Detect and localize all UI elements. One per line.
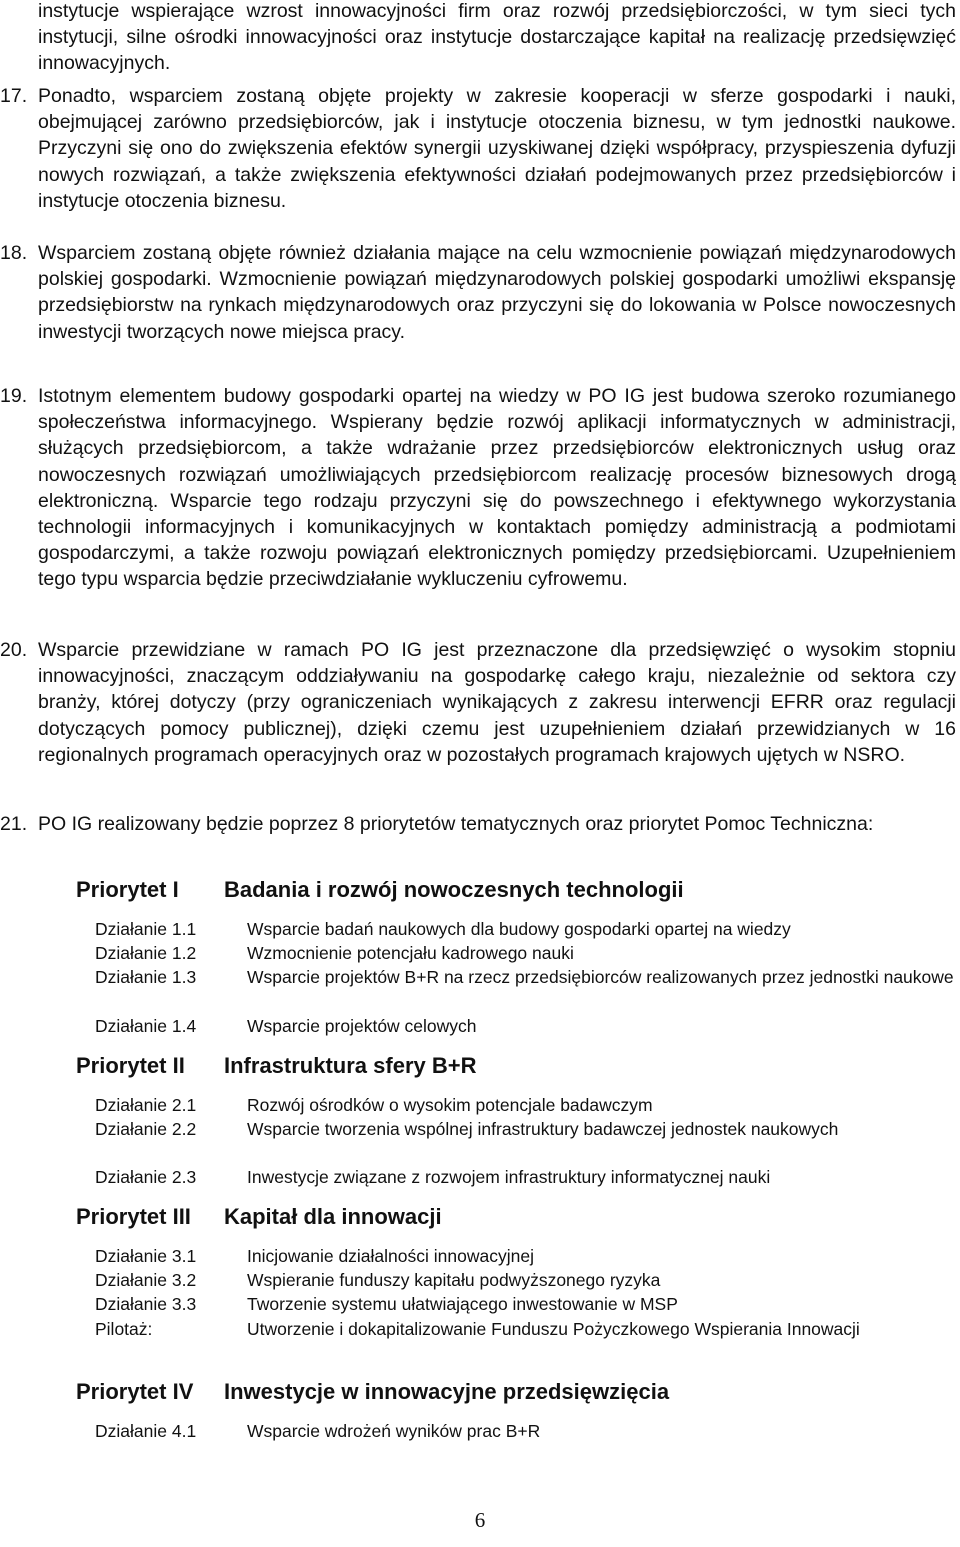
action-label: Działanie 1.1 bbox=[95, 919, 197, 939]
action-text: Tworzenie systemu ułatwiającego inwestowanie w MSP bbox=[247, 1294, 678, 1314]
priority-title: Inwestycje w innowacyjne przedsięwzięcia bbox=[224, 1379, 670, 1404]
action-label: Działanie 4.1 bbox=[95, 1421, 197, 1441]
priority-label: Priorytet IV bbox=[76, 1379, 194, 1404]
intro-paragraph: instytucje wspierające wzrost innowacyjności firm oraz rozwój przedsiębiorczości, w tym sieci tych instytucji, silne ośrodki innowacyjności oraz instytucje dostarczające kapitał na realizację przedsięwzięć innowacyjnych. bbox=[38, 0, 956, 75]
paragraph-number: 17. bbox=[0, 85, 28, 107]
paragraph-17 bbox=[0, 83, 956, 214]
paragraph-number: 20. bbox=[0, 639, 28, 661]
paragraph-21 bbox=[0, 811, 956, 837]
page-number: 6 bbox=[474, 1508, 486, 1532]
paragraph-19 bbox=[0, 383, 956, 593]
action-text: Wsparcie tworzenia wspólnej infrastruktury badawczej jednostek naukowych bbox=[247, 1119, 839, 1139]
paragraph-number: 21. bbox=[0, 813, 28, 835]
priority-title: Kapitał dla innowacji bbox=[224, 1204, 442, 1229]
priority-label: Priorytet II bbox=[76, 1053, 185, 1078]
action-text: Wzmocnienie potencjału kadrowego nauki bbox=[247, 943, 574, 963]
action-label: Działanie 1.2 bbox=[95, 943, 197, 963]
action-text: Inicjowanie działalności innowacyjnej bbox=[247, 1246, 534, 1266]
action-text: Wsparcie badań naukowych dla budowy gospodarki opartej na wiedzy bbox=[247, 919, 791, 939]
action-label: Pilotaż: bbox=[95, 1319, 153, 1339]
action-label: Działanie 3.3 bbox=[95, 1294, 197, 1314]
priority-label: Priorytet I bbox=[76, 877, 179, 902]
paragraph-20 bbox=[0, 637, 956, 768]
paragraph-18 bbox=[0, 240, 956, 345]
paragraph-text: Ponadto, wsparciem zostaną objęte projekty w zakresie kooperacji w sferze gospodarki i nauki, obejmującej zarówno przedsiębiorców, jak i instytucje otoczenia biznesu, w tym jednostki naukowe. Przyczyni się ono do zwiększenia efektów synergii uzyskiwanej dzięki współpracy, przyspieszenia dyfuzji nowych rozwiązań, a także zwiększenia efektywności działań podejmowanych przez przedsiębiorców i instytucje otoczenia biznesu. bbox=[38, 85, 956, 212]
action-text: Utworzenie i dokapitalizowanie Funduszu Pożyczkowego Wspierania Innowacji bbox=[247, 1319, 860, 1339]
action-text: Inwestycje związane z rozwojem infrastruktury informatycznej nauki bbox=[247, 1167, 771, 1187]
action-label: Działanie 2.3 bbox=[95, 1167, 197, 1187]
action-label: Działanie 3.2 bbox=[95, 1270, 197, 1290]
action-label: Działanie 2.2 bbox=[95, 1119, 197, 1139]
paragraph-text: Wsparciem zostaną objęte również działania mające na celu wzmocnienie powiązań międzynarodowych polskiej gospodarki. Wzmocnienie powiązań międzynarodowych polskiej gospodarki umożliwi ekspansję przedsiębiorstw na rynkach międzynarodowych oraz przyczyni się do lokowania w Polsce nowoczesnych inwestycji tworzących nowe miejsca pracy. bbox=[38, 242, 956, 343]
paragraph-number: 19. bbox=[0, 385, 28, 407]
action-label: Działanie 1.4 bbox=[95, 1016, 197, 1036]
paragraph-text: Istotnym elementem budowy gospodarki opartej na wiedzy w PO IG jest budowa szeroko rozumianego społeczeństwa informacyjnego. Wspierany będzie rozwój aplikacji informatycznych w administracji, służących przedsiębiorcom, a także wdrażanie przez przedsiębiorców elektronicznych usług oraz nowoczesnych rozwiązań umożliwiających przedsiębiorcom realizację procesów biznesowych drogą elektroniczną. Wsparcie tego rodzaju przyczyni się do powszechnego i efektywnego wykorzystania technologii informacyjnych i komunikacyjnych w kontaktach pomiędzy administracją a podmiotami gospodarczymi, a także rozwoju powiązań elektronicznych pomiędzy przedsiębiorcami. Uzupełnieniem tego typu wsparcia będzie przeciwdziałanie wykluczeniu cyfrowemu. bbox=[38, 385, 956, 591]
priority-title: Badania i rozwój nowoczesnych technologii bbox=[224, 877, 684, 902]
action-text: Rozwój ośrodków o wysokim potencjale badawczym bbox=[247, 1095, 653, 1115]
paragraph-number: 18. bbox=[0, 242, 28, 264]
priority-title: Infrastruktura sfery B+R bbox=[224, 1053, 477, 1078]
action-label: Działanie 2.1 bbox=[95, 1095, 197, 1115]
paragraph-text: PO IG realizowany będzie poprzez 8 priorytetów tematycznych oraz priorytet Pomoc Techniczna: bbox=[38, 813, 874, 835]
action-text: Wsparcie projektów celowych bbox=[247, 1016, 477, 1036]
priority-label: Priorytet III bbox=[76, 1204, 191, 1229]
action-text: Wsparcie projektów B+R na rzecz przedsiębiorców realizowanych przez jednostki naukowe bbox=[247, 967, 954, 987]
action-text: Wsparcie wdrożeń wyników prac B+R bbox=[247, 1421, 541, 1441]
action-label: Działanie 3.1 bbox=[95, 1246, 197, 1266]
paragraph-text: Wsparcie przewidziane w ramach PO IG jest przeznaczone dla przedsięwzięć o wysokim stopniu innowacyjności, znaczącym oddziaływaniu na gospodarkę całego kraju, niezależnie od sektora czy branży, której dotyczy (przy ograniczeniach wynikających z zakresu interwencji EFRR oraz regulacji dotyczących pomocy publicznej), dzięki czemu jest uzupełnieniem działań przewidzianych w 16 regionalnych programach operacyjnych oraz w pozostałych programach krajowych ujętych w NSRO. bbox=[38, 639, 956, 766]
action-label: Działanie 1.3 bbox=[95, 967, 197, 987]
action-text: Wspieranie funduszy kapitału podwyższonego ryzyka bbox=[247, 1270, 661, 1290]
